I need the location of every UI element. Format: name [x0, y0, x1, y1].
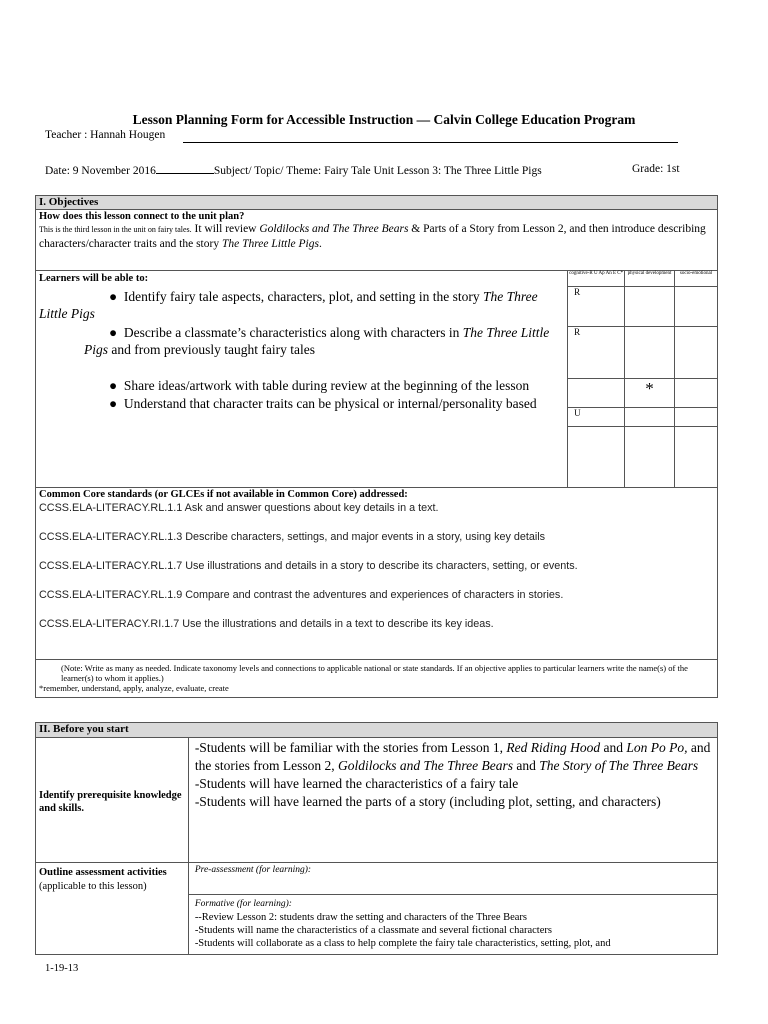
standard-item: CCSS.ELA-LITERACY.RL.1.9 Compare and contrast the adventures and experiences of characters in stories.	[39, 589, 564, 601]
grade-value: Grade: 1st	[632, 163, 680, 175]
teacher-label: Teacher : Hannah Hougen	[45, 129, 166, 141]
objective-item: ● Identify fairy tale aspects, characters, plot, and setting in the story The Three Little Pigs	[39, 289, 538, 321]
before-table	[35, 722, 718, 955]
col-header-cognitive: cognitive-R U Ap An E C*	[568, 271, 625, 287]
formative-item: -Students will collaborate as a class to help complete the fairy tale characteristics, setting, plot, and	[194, 938, 611, 949]
bullet-icon: ●	[109, 396, 118, 411]
teacher-underline	[183, 142, 678, 143]
note-cell	[36, 660, 718, 698]
prereq-line: -Students will be familiar with the stories from Lesson 1, Red Riding Hood and Lon Po Po, and the stories from Lesson 2, Goldilocks and The Three Bears and The Story of The Three Bears	[194, 740, 711, 773]
standard-item: CCSS.ELA-LITERACY.RI.1.7 Use the illustrations and details in a text to describe its key ideas.	[39, 618, 494, 630]
assessment-label-cell	[36, 863, 189, 955]
assessment-sub-label: (applicable to this lesson)	[39, 881, 147, 892]
objective-item: ● Understand that character traits can be physical or internal/personality based	[109, 396, 537, 411]
before-header: II. Before you start	[36, 723, 718, 738]
date-subject-line	[45, 163, 542, 177]
objectives-header: I. Objectives	[36, 196, 718, 210]
prereq-label-cell	[36, 738, 189, 863]
learners-label: Learners will be able to:	[39, 273, 149, 284]
learners-cell	[36, 271, 568, 488]
standard-item: CCSS.ELA-LITERACY.RL.1.1 Ask and answer questions about key details in a text.	[39, 502, 439, 514]
formative-item: -Students will name the characteristics of a classmate and several fictional characters	[194, 925, 552, 936]
date-value: Date: 9 November 2016	[45, 165, 156, 177]
prereq-line: -Students will have learned the parts of a story (including plot, setting, and characters)	[194, 794, 661, 809]
footer-code: 1-19-13	[45, 963, 79, 974]
objectives-table	[35, 195, 718, 698]
date-underline	[156, 163, 214, 174]
unit-connection-answer: This is the third lesson in the unit on fairy tales. It will review Goldilocks and The Three Bears & Parts of a Story from Lesson 2, and then introduce describing characters/character traits and the story The Three Little Pigs.	[39, 223, 706, 250]
col-header-physical: physical development	[625, 271, 675, 287]
mark-u: U	[568, 408, 625, 427]
mark-star: *	[625, 379, 675, 408]
col-header-socio: socio-emotional	[675, 271, 718, 287]
objective-item: ● Share ideas/artwork with table during review at the beginning of the lesson	[109, 378, 530, 393]
bullet-icon: ●	[109, 325, 118, 340]
pre-assessment-label: Pre-assessment (for learning):	[194, 865, 312, 875]
prereq-content	[188, 738, 717, 863]
prereq-line: -Students will have learned the characteristics of a fairy tale	[194, 776, 519, 791]
pre-assessment-cell	[188, 863, 717, 895]
formative-cell	[188, 895, 717, 955]
assessment-label: Outline assessment activities	[39, 867, 167, 878]
taxonomy-note: *remember, understand, apply, analyze, evaluate, create	[39, 683, 229, 693]
prereq-label: Identify prerequisite knowledge and skills.	[39, 790, 182, 814]
mark-r2: R	[568, 327, 625, 379]
objective-item: ● Describe a classmate’s characteristics along with characters in The Three Little Pigs and from previously taught fairy tales	[84, 325, 550, 357]
standard-item: CCSS.ELA-LITERACY.RL.1.3 Describe characters, settings, and major events in a story, using key details	[39, 531, 546, 543]
standard-item: CCSS.ELA-LITERACY.RL.1.7 Use illustrations and details in a story to describe its characters, setting, or events.	[39, 560, 578, 572]
bullet-icon: ●	[109, 289, 118, 304]
standards-cell	[36, 488, 718, 660]
subject-value: Subject/ Topic/ Theme: Fairy Tale Unit Lesson 3: The Three Little Pigs	[213, 165, 542, 177]
standards-label: Common Core standards (or GLCEs if not available in Common Core) addressed:	[39, 489, 408, 500]
bullet-icon: ●	[109, 378, 118, 393]
unit-connection-cell	[36, 210, 718, 271]
form-title: Lesson Planning Form for Accessible Instruction — Calvin College Education Program	[132, 112, 636, 127]
formative-label: Formative (for learning):	[194, 899, 292, 909]
mark-r1: R	[568, 287, 625, 327]
standards-note: (Note: Write as many as needed. Indicate taxonomy levels and connections to applicable national or state standards. If an objective applies to particular learners write the name(s) of the learner(s) to whom it applies.)	[61, 663, 688, 683]
formative-item: --Review Lesson 2: students draw the setting and characters of the Three Bears	[194, 912, 528, 923]
unit-connection-question: How does this lesson connect to the unit plan?	[39, 211, 245, 222]
